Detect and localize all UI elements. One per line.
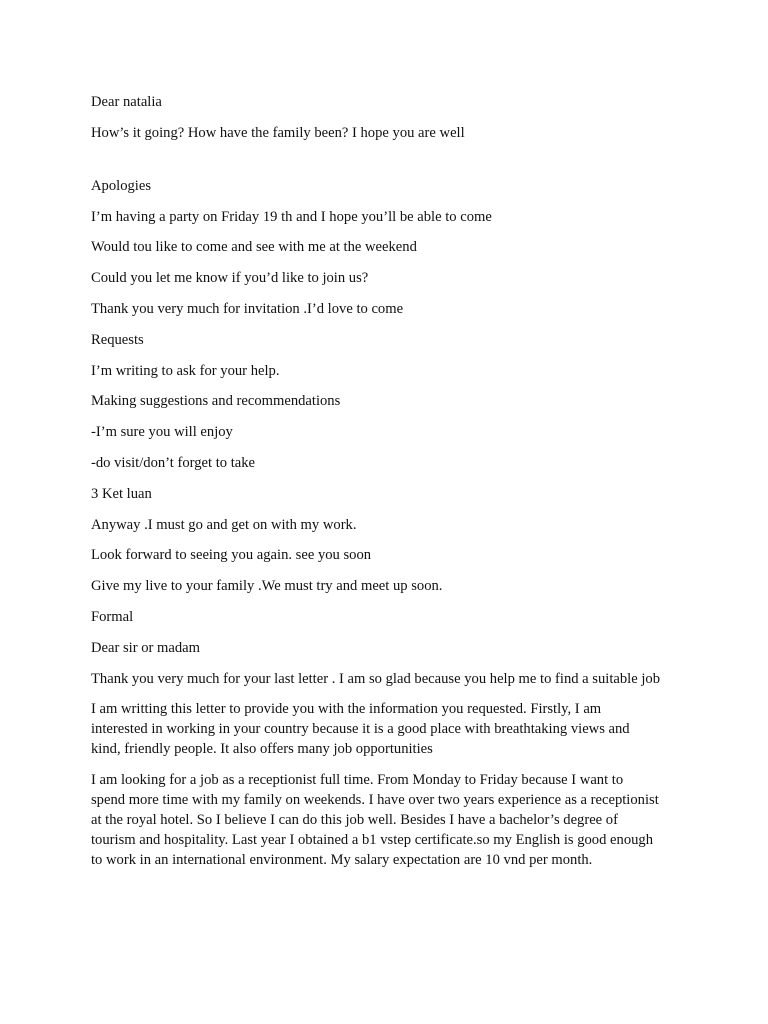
paragraph-line: at the royal hotel. So I believe I can do this job well. Besides I have a bachelor’s degree of: [91, 811, 618, 828]
greeting-line: Dear natalia: [91, 94, 162, 110]
greeting-line: Dear sir or madam: [91, 639, 201, 656]
section-heading: 3 Ket luan: [91, 485, 152, 502]
paragraph-line: kind, friendly people. It also offers many job opportunities: [91, 741, 433, 758]
text-line: -I’m sure you will enjoy: [91, 424, 233, 441]
section-heading: Requests: [91, 331, 144, 348]
text-line: Could you let me know if you’d like to join us?: [91, 270, 369, 287]
document-page: [91, 93, 731, 882]
section-heading: Formal: [91, 608, 134, 625]
paragraph-information: [91, 700, 731, 760]
section-heading: Making suggestions and recommendations: [91, 393, 341, 410]
paragraph-job-details: [91, 771, 731, 871]
text-line: -do visit/don’t forget to take: [91, 454, 256, 471]
text-line: I’m writing to ask for your help.: [91, 362, 280, 379]
text-line: Anyway .I must go and get on with my work.: [91, 516, 357, 533]
paragraph-line: spend more time with my family on weekends. I have over two years experience as a receptionist: [91, 791, 659, 808]
text-line: Thank you very much for invitation .I’d love to come: [91, 300, 404, 317]
paragraph-line: to work in an international environment. My salary expectation are 10 vnd per month.: [91, 851, 593, 868]
paragraph-line: I am looking for a job as a receptionist full time. From Monday to Friday because I want to: [91, 772, 624, 789]
text-line: Would tou like to come and see with me at the weekend: [91, 239, 417, 256]
text-line: How’s it going? How have the family been? I hope you are well: [91, 124, 465, 141]
paragraph-line: tourism and hospitality. Last year I obtained a b1 vstep certificate.so my English is good enough: [91, 831, 654, 848]
paragraph-line: I am writting this letter to provide you with the information you requested. Firstly, I am: [91, 701, 602, 718]
section-heading: Apologies: [91, 177, 151, 194]
text-line: Look forward to seeing you again. see you soon: [91, 547, 372, 564]
paragraph-line: interested in working in your country because it is a good place with breathtaking views and: [91, 721, 630, 738]
text-line: Thank you very much for your last letter . I am so glad because you help me to find a suitable job: [91, 670, 660, 687]
text-line: I’m having a party on Friday 19 th and I hope you’ll be able to come: [91, 208, 492, 225]
text-line: Give my live to your family .We must try and meet up soon.: [91, 578, 443, 595]
